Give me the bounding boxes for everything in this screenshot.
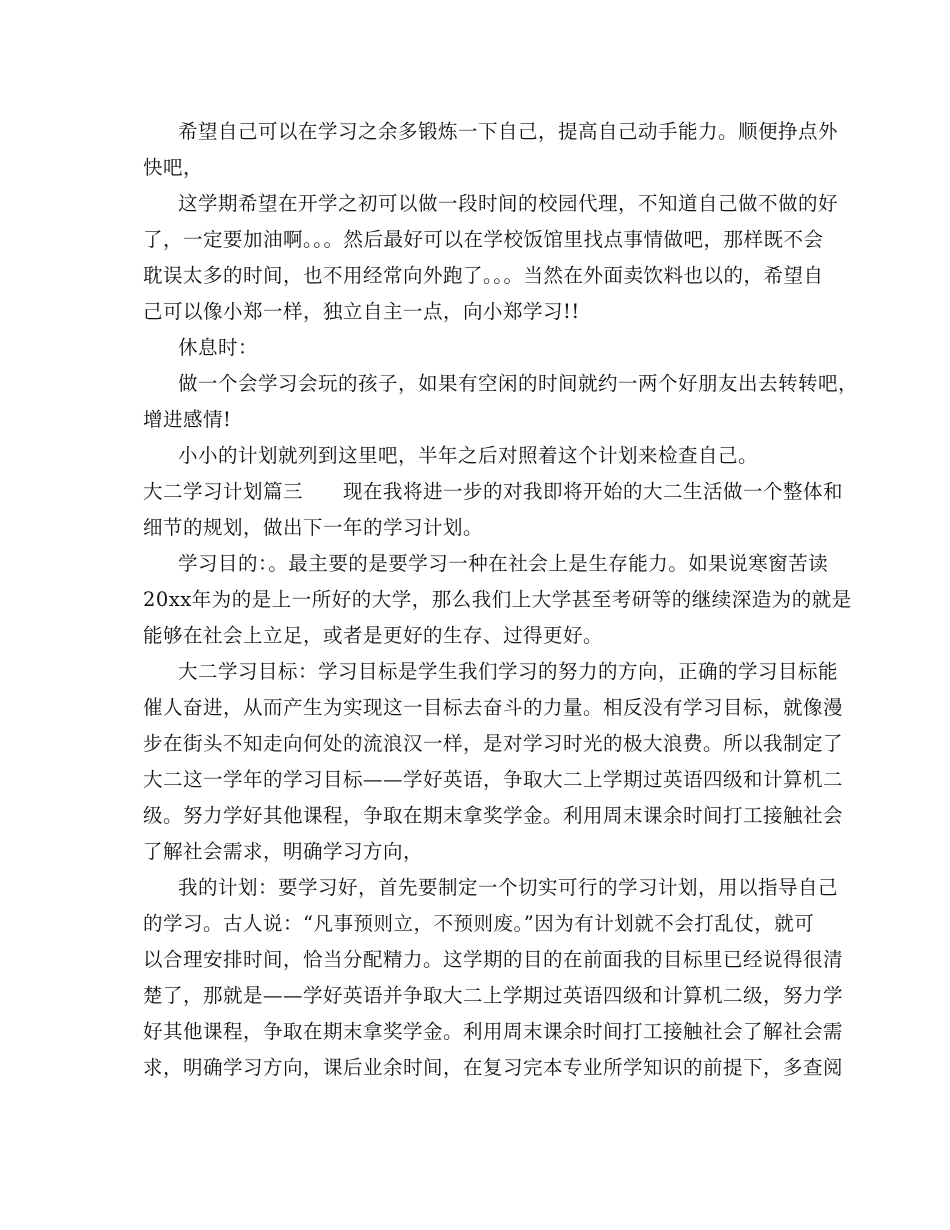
- paragraph-line: 我的计划：要学习好，首先要制定一个切实可行的学习计划，用以指导自己: [178, 876, 839, 899]
- paragraph-line: 楚了，那就是——学好英语并争取大二上学期过英语四级和计算机二级，努力学: [143, 984, 844, 1007]
- paragraph-line: 了解社会需求，明确学习方向，: [143, 840, 424, 863]
- paragraph-line: 增进感情!: [143, 408, 232, 431]
- paragraph-line: 步在街头不知走向何处的流浪汉一样，是对学习时光的极大浪费。所以我制定了: [143, 732, 844, 755]
- section-heading-line: [143, 480, 843, 504]
- section-heading: 大二学习计划篇三: [143, 480, 304, 503]
- paragraph-line: 做一个会学习会玩的孩子，如果有空闲的时间就约一两个好朋友出去转转吧，: [178, 372, 859, 395]
- paragraph-line: 希望自己可以在学习之余多锻炼一下自己，提高自己动手能力。顺便挣点外: [178, 120, 839, 143]
- paragraph-line: 学习目的：。最主要的是要学习一种在社会上是生存能力。如果说寒窗苦读: [178, 552, 829, 575]
- paragraph-line: 求，明确学习方向，课后业余时间，在复习完本专业所学知识的前提下，多查阅: [143, 1056, 844, 1079]
- paragraph-line: 大二学习目标：学习目标是学生我们学习的努力的方向，正确的学习目标能: [178, 660, 839, 683]
- paragraph-line: 20xx年为的是上一所好的大学，那么我们上大学甚至考研等的继续深造为的就是: [143, 588, 852, 611]
- paragraph-line: 小小的计划就列到这里吧，半年之后对照着这个计划来检查自己。: [178, 444, 759, 467]
- paragraph-line: 好其他课程，争取在期末拿奖学金。利用周末课余时间打工接触社会了解社会需: [143, 1020, 844, 1043]
- paragraph-line: 快吧，: [143, 156, 204, 179]
- paragraph-line: 的学习。古人说：“凡事预则立，不预则废。”因为有计划就不会打乱仗，就可: [143, 912, 815, 935]
- paragraph-line: 这学期希望在开学之初可以做一段时间的校园代理，不知道自己做不做的好: [178, 192, 839, 215]
- paragraph-line: 能够在社会上立足，或者是更好的生存、过得更好。: [143, 624, 604, 647]
- paragraph-line: 己可以像小郑一样，独立自主一点，向小郑学习!!: [143, 300, 580, 323]
- paragraph-line: 以合理安排时间，恰当分配精力。这学期的目的在前面我的目标里已经说得很清: [143, 948, 844, 971]
- paragraph-line: 级。努力学好其他课程，争取在期末拿奖学金。利用周末课余时间打工接触社会: [143, 804, 844, 827]
- paragraph-line: 细节的规划，做出下一年的学习计划。: [143, 516, 484, 539]
- paragraph-line: 催人奋进，从而产生为实现这一目标去奋斗的力量。相反没有学习目标，就像漫: [143, 696, 844, 719]
- paragraph-line: 休息时：: [178, 336, 259, 359]
- paragraph-line: 大二这一学年的学习目标——学好英语，争取大二上学期过英语四级和计算机二: [143, 768, 844, 791]
- paragraph-line: 耽误太多的时间，也不用经常向外跑了。。。当然在外面卖饮料也以的，希望自: [143, 264, 824, 287]
- paragraph-line: 现在我将进一步的对我即将开始的大二生活做一个整体和: [343, 480, 844, 503]
- paragraph-line: 了，一定要加油啊。。。然后最好可以在学校饭馆里找点事情做吧，那样既不会: [143, 228, 824, 251]
